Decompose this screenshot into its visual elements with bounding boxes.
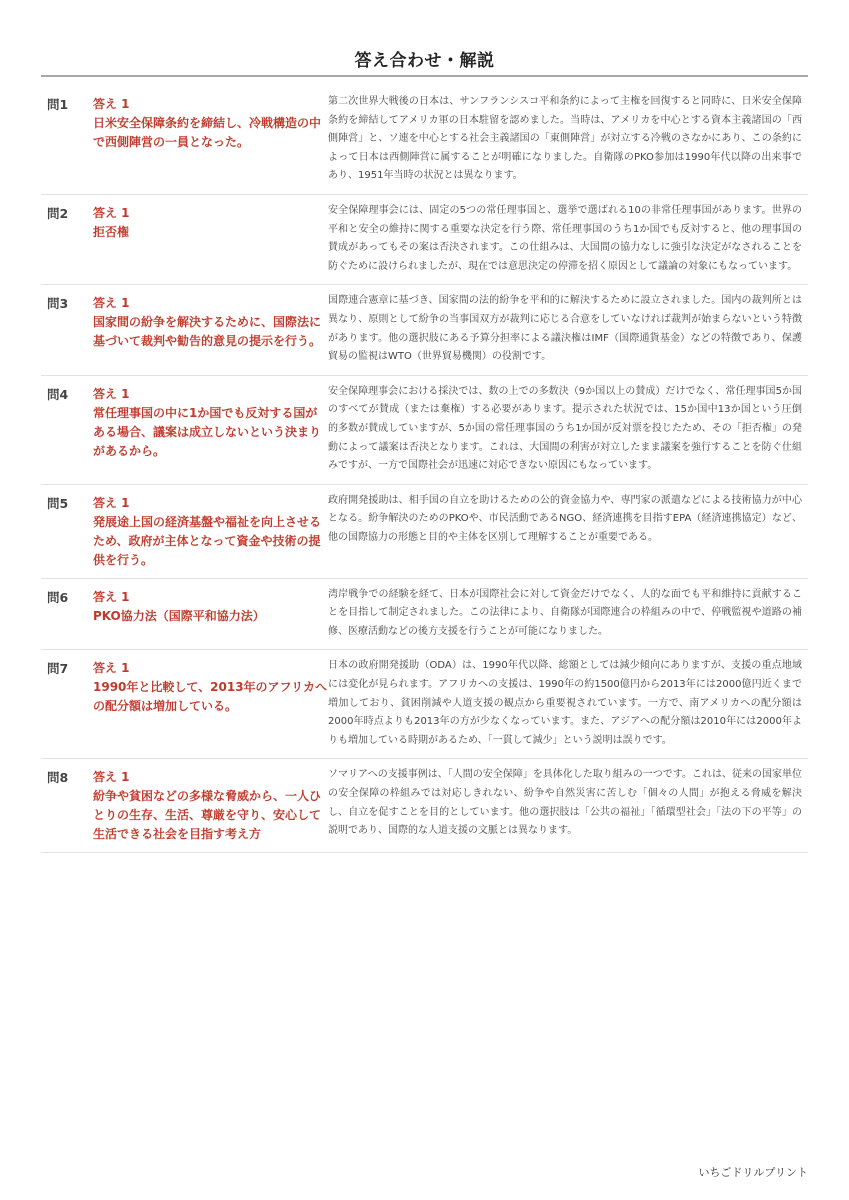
answer-text: 発展途上国の経済基盤や福祉を向上させるため、政府が主体となって資金や技術の提供を行う。 xyxy=(93,514,322,567)
question-row-7 xyxy=(41,650,808,759)
question-number: 問2 xyxy=(47,205,69,221)
explanation-text: 日本の政府開発援助（ODA）は、1990年代以降、総額としては減少傾向にありますが、支援の重点地域には変化が見られます。アフリカへの支援は、1990年の約1500億円から2013年には2000億円近くまで増加しており、貧困削減や人道支援の観点から重要視されています。一方で、南アメリカへの配分額は2000年時点よりも2013年の方が少なくなっています。また、アジアへの配分額は2010年には2000年よりも増加している時期があるため、「一貫して減少」という説明は誤りです。 xyxy=(328,660,802,746)
title-divider xyxy=(41,75,808,77)
question-row-2 xyxy=(41,195,808,285)
question-number: 問7 xyxy=(47,661,69,677)
explanation-text: 安全保障理事会における採決では、数の上での多数決（9か国以上の賛成）だけでなく、常任理事国5か国のすべてが賛成（または棄権）する必要があります。提示された状況では、15か国中13か国という圧倒的多数が賛成していますが、5か国の常任理事国のうち1か国が反対票を投じたため、その「拒否権」の発動によって議案は否決となります。これは、大国間の利害が対立したまま議案を強行することを防ぐ仕組みですが、一方で国際社会が迅速に対応できない原因にもなっています。 xyxy=(328,385,802,472)
question-number: 問5 xyxy=(47,495,69,511)
answer-text: 1990年と比較して、2013年のアフリカへの配分額は増加している。 xyxy=(93,680,327,714)
answer-text: 常任理事国の中に1か国でも反対する国がある場合、議案は成立しないという決まりがあるから。 xyxy=(93,405,322,458)
answer-label: 答え 1 xyxy=(93,97,130,111)
explanation-text: ソマリアへの支援事例は、「人間の安全保障」を具体化した取り組みの一つです。これは、従来の国家単位の安全保障の枠組みでは対応しきれない、紛争や自然災害に苦しむ「個々の人間」が抱える脅威を解決し、自立を促すことを目的としています。他の選択肢は「公共の福祉」「循環型社会」「法の下の平等」の説明であり、国際的な人道支援の文脈とは異なります。 xyxy=(328,769,802,837)
question-row-4 xyxy=(41,376,808,485)
question-number: 問3 xyxy=(47,296,69,312)
answer-block xyxy=(93,93,328,152)
answer-label: 答え 1 xyxy=(93,386,130,401)
answer-block xyxy=(93,383,328,461)
answer-label: 答え 1 xyxy=(93,770,130,785)
answer-label: 答え 1 xyxy=(93,495,130,510)
answer-list xyxy=(41,86,808,853)
answer-text: 拒否権 xyxy=(93,224,130,239)
page-title: 答え合わせ・解説 xyxy=(354,51,495,71)
answer-block xyxy=(93,292,328,351)
answer-block xyxy=(93,202,328,242)
answer-label: 答え 1 xyxy=(93,296,130,311)
explanation-text: 湾岸戦争での経験を経て、日本が国際社会に対して資金だけでなく、人的な面でも平和維持に貢献することを目指して制定されました。この法律により、自衛隊が国際連合の枠組みの中で、停戦監視や道路の補修、医療活動などの後方支援を行うことが可能になりました。 xyxy=(328,588,802,637)
question-row-8 xyxy=(41,759,808,853)
explanation-text: 国際連合憲章に基づき、国家間の法的紛争を平和的に解決するために設立されました。国内の裁判所とは異なり、原則として紛争の当事国双方が裁判に応じる合意をしていなければ裁判が始まらないという特徴があります。他の選択肢にある予算分担率による議決権はIMF（国際通貨基金）などの特徴であり、保護貿易の監視はWTO（世界貿易機関）の役割です。 xyxy=(328,295,802,363)
answer-block xyxy=(93,492,328,570)
answer-text: 紛争や貧困などの多様な脅威から、一人ひとりの生存、生活、尊厳を守り、安心して生活できる社会を目指す考え方 xyxy=(93,789,322,842)
question-row-3 xyxy=(41,285,808,375)
question-number: 問1 xyxy=(47,97,69,112)
answer-text: 日米安全保障条約を締結し、冷戦構造の中で西側陣営の一員となった。 xyxy=(93,116,322,149)
answer-block xyxy=(93,586,328,626)
question-number: 問4 xyxy=(47,386,69,402)
answer-label: 答え 1 xyxy=(93,205,130,220)
answer-block xyxy=(93,657,328,716)
answer-block xyxy=(93,766,328,844)
question-number: 問8 xyxy=(47,770,69,786)
answer-text: PKO協力法（国際平和協力法） xyxy=(93,608,265,623)
question-row-1 xyxy=(41,86,808,195)
answer-text: 国家間の紛争を解決するために、国際法に基づいて裁判や勧告的意見の提示を行う。 xyxy=(93,315,322,349)
explanation-text: 政府開発援助は、相手国の自立を助けるための公的資金協力や、専門家の派遣などによる技術協力が中心となる。紛争解決のためのPKOや、市民活動であるNGO、経済連携を目指すEPA（経済連携協定）など、他の国際協力の形態と目的や主体を区別して理解することが重要である。 xyxy=(328,494,802,543)
answer-label: 答え 1 xyxy=(93,589,130,604)
question-row-5 xyxy=(41,485,808,579)
question-row-6 xyxy=(41,579,808,651)
question-number: 問6 xyxy=(47,589,69,605)
footer-brand: いちごドリルプリント xyxy=(698,1166,808,1179)
answer-label: 答え 1 xyxy=(93,661,130,676)
explanation-text: 安全保障理事会には、固定の5つの常任理事国と、選挙で選ばれる10の非常任理事国があります。世界の平和と安全の維持に関する重要な決定を行う際、常任理事国のうち1か国でも反対すると、他の理事国の賛成があってもその案は否決されます。この仕組みは、大国間の協力なしに強引な決定がなされることを防ぐために設けられましたが、現在では意思決定の停滞を招く原因として議論の対象にもなっています。 xyxy=(328,204,802,272)
explanation-text: 第二次世界大戦後の日本は、サンフランシスコ平和条約によって主権を回復すると同時に、日米安全保障条約を締結してアメリカ軍の日本駐留を認めました。当時は、アメリカを中心とする資本主義諸国の「西側陣営」と、ソ連を中心とする社会主義諸国の「東側陣営」が対立する冷戦のさなかにあり、この条約によって日本は西側陣営に属することが明確になりました。自衛隊のPKO参加は1990年代以降の出来事であり、1951年当時の状況とは異なります。 xyxy=(328,96,802,182)
